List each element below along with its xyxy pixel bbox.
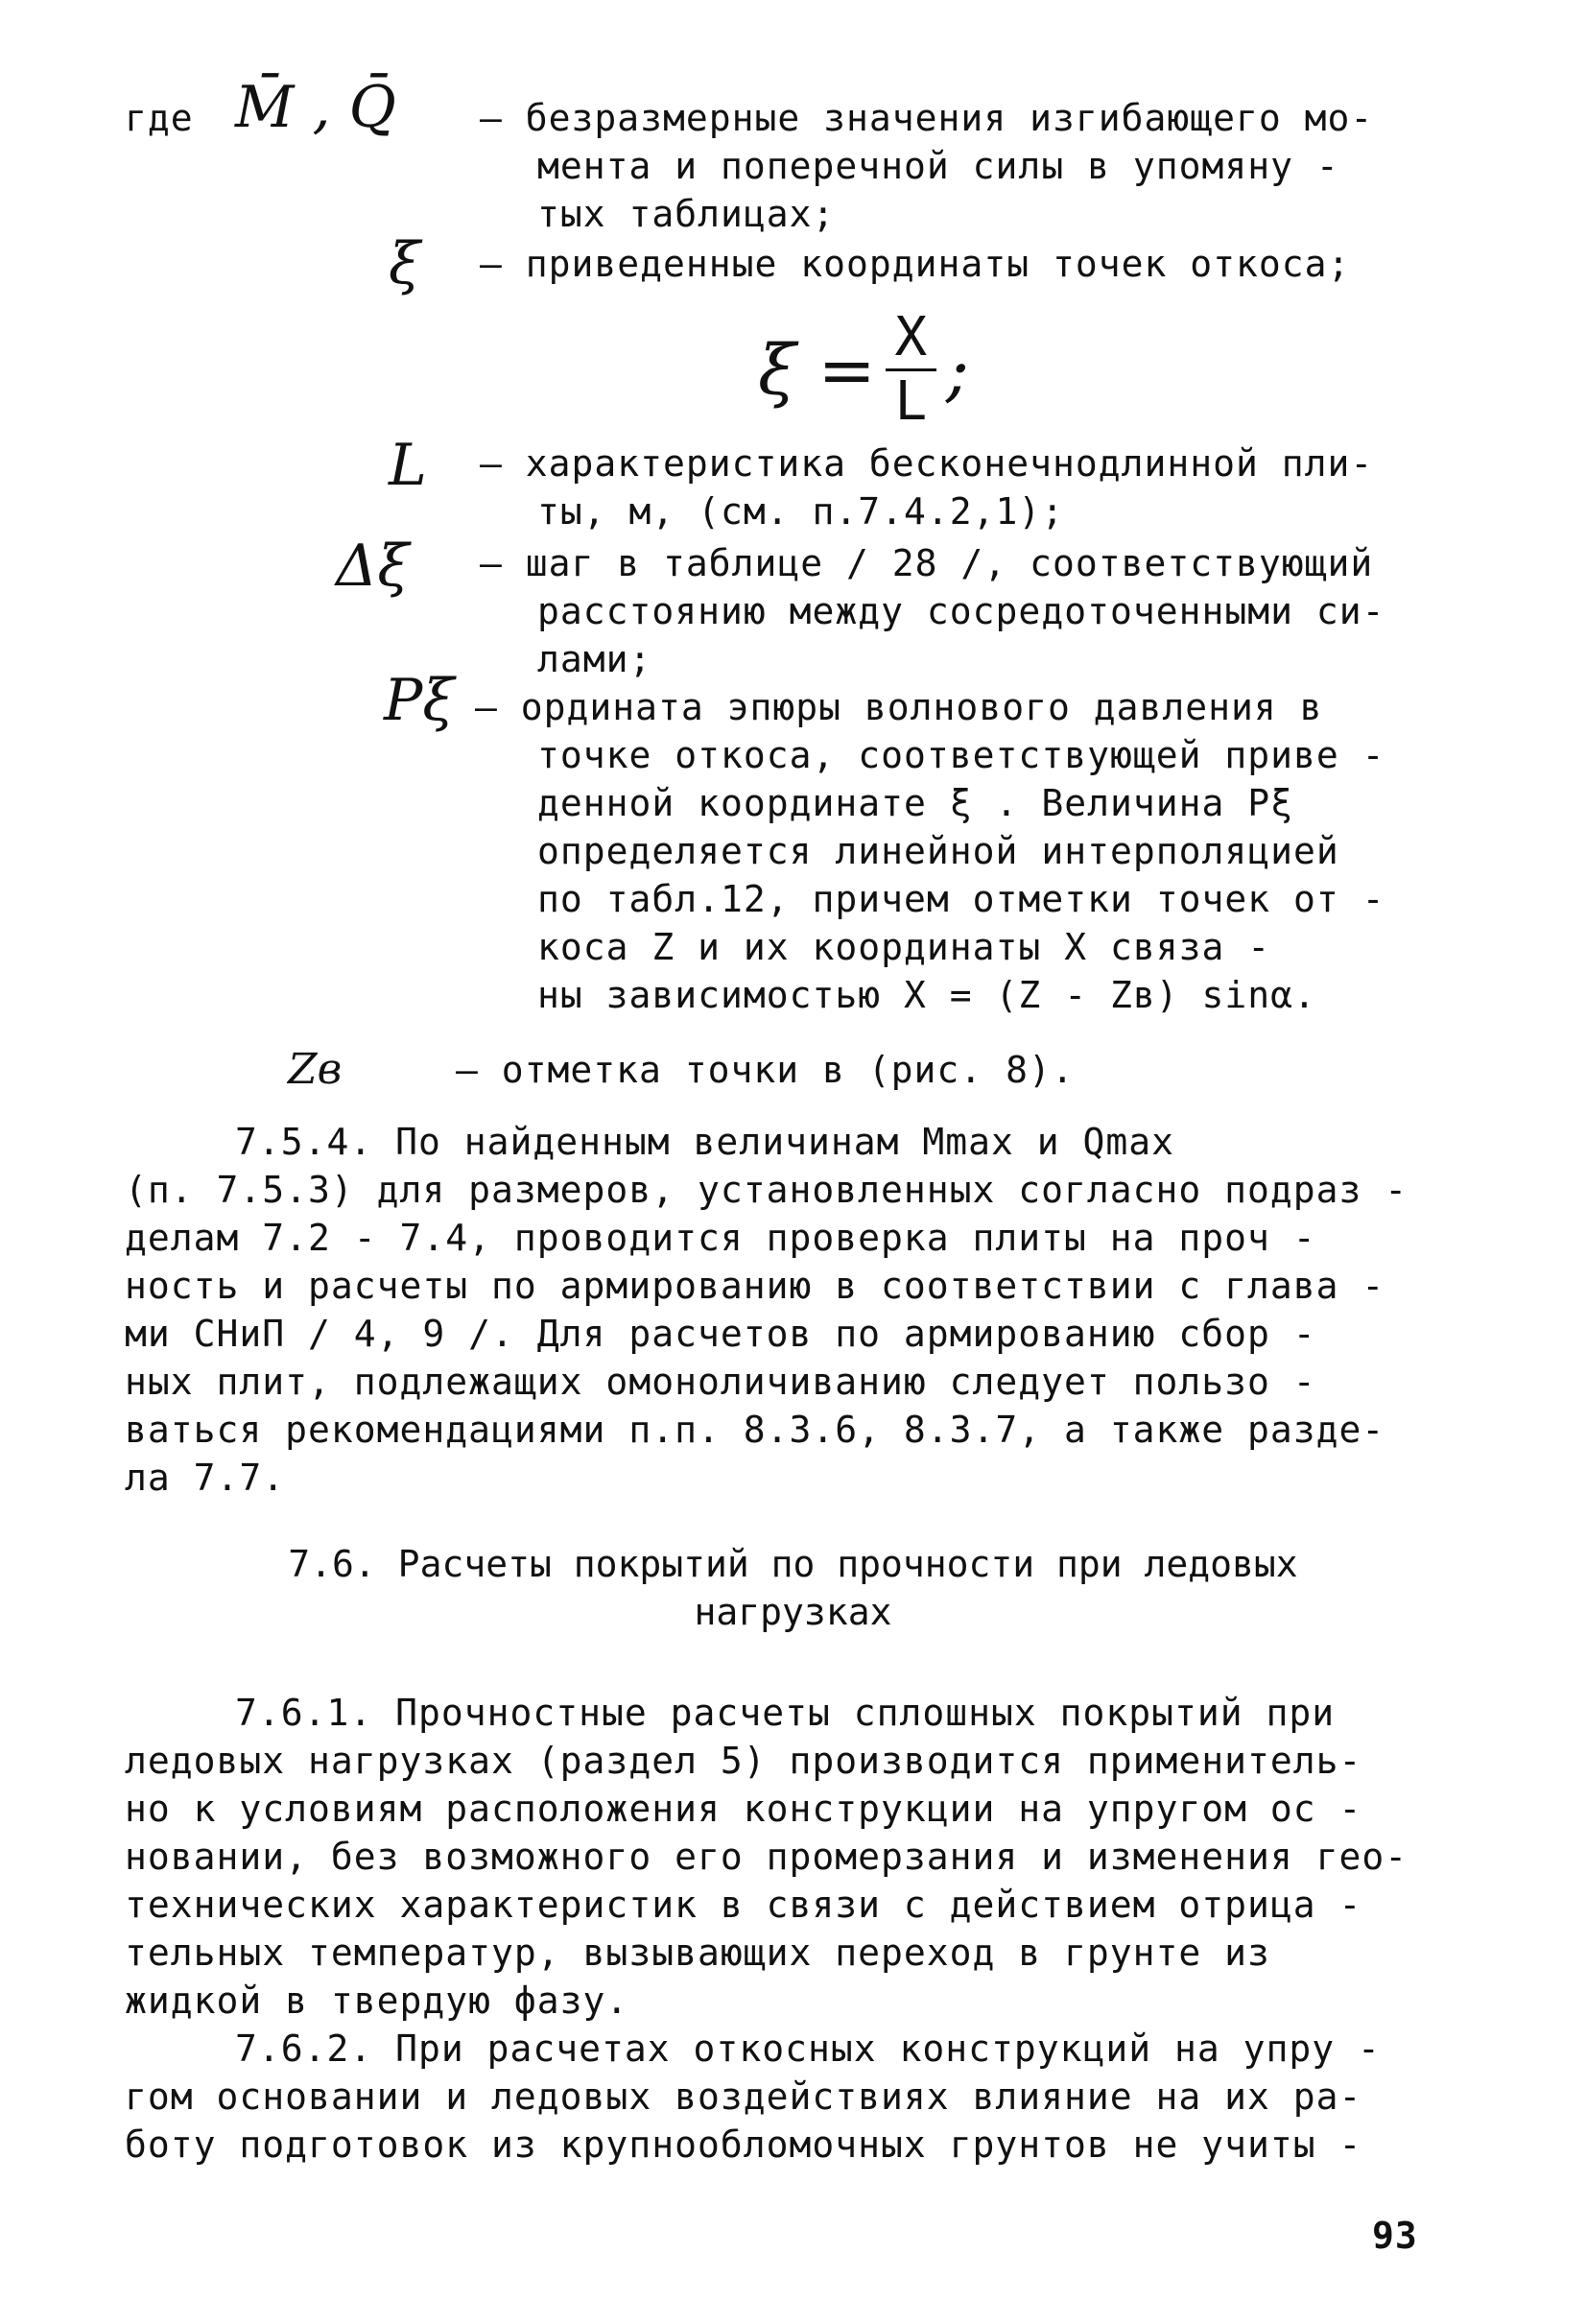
p761-line-4: новании, без возможного его промерзания и изменения гео- — [125, 1836, 1408, 1878]
p754-line-1: 7.5.4. По найденным величинам Mmax и Qmax — [235, 1121, 1174, 1163]
p754-line-5: ми СНиП / 4, 9 /. Для расчетов по армированию сбор - — [125, 1313, 1316, 1355]
section-heading-7-6 — [0, 1540, 1586, 1636]
p761-line-7: жидкой в твердую фазу. — [125, 1980, 629, 2022]
m-q-line-1: – безразмерные значения изгибающего мо- — [480, 97, 1374, 139]
p761-line-1: 7.6.1. Прочностные расчеты сплошных покрытий при — [235, 1692, 1336, 1734]
xi-symbol: ξ — [389, 230, 421, 297]
heading-line-2: нагрузках — [694, 1591, 892, 1633]
p-line-5: по табл.12, причем отметки точек от - — [537, 878, 1385, 920]
delta-xi-definition — [480, 539, 1385, 683]
p-line-6: коса Z и их координаты X связа - — [537, 926, 1271, 968]
p754-line-2: (п. 7.5.3) для размеров, установленных согласно подраз - — [125, 1169, 1408, 1211]
p754-line-6: ных плит, подлежащих омоноличиванию следует пользо - — [125, 1361, 1316, 1403]
delta-xi-symbol: Δξ — [336, 533, 410, 600]
z-b-definition: – отметка точки в (рис. 8). — [456, 1049, 1075, 1091]
p-line-1: – ордината эпюры волнового давления в — [475, 686, 1323, 728]
l-line-2: ты, м, (см. п.7.4.2,1); — [537, 490, 1065, 533]
paragraph-7-5-4 — [125, 1118, 1408, 1502]
z-b-symbol: Zв — [288, 1045, 343, 1094]
p761-line-5: технических характеристик в связи с действием отрица - — [125, 1884, 1362, 1926]
p-line-2: точке откоса, соответствующей приве - — [537, 734, 1385, 776]
xi-formula — [758, 307, 969, 433]
dxi-line-1: – шаг в таблице / 28 /, соответствующий — [480, 542, 1374, 584]
formula-denominator: L — [894, 370, 928, 433]
p754-line-4: ность и расчеты по армированию в соответствии с глава - — [125, 1265, 1385, 1307]
p-line-3: денной координате ξ . Величина Pξ — [537, 782, 1293, 824]
l-symbol: L — [389, 432, 427, 499]
dxi-line-3: лами; — [537, 638, 652, 680]
p762-line-2: гом основании и ледовых воздействиях влияние на их ра- — [125, 2075, 1362, 2118]
formula-lhs: ξ = — [758, 329, 876, 411]
p762-line-3: боту подготовок из крупнообломочных грунтов не учиты - — [125, 2123, 1362, 2166]
heading-line-1: 7.6. Расчеты покрытий по прочности при ледовых — [288, 1543, 1298, 1585]
page-number: 93 — [1372, 2215, 1418, 2257]
m-q-symbols: M̄ , Q̄ — [235, 74, 396, 141]
dxi-line-2: расстоянию между сосредоточенными си- — [537, 590, 1385, 632]
p-xi-symbol: Pξ — [384, 667, 455, 734]
formula-fraction — [886, 307, 937, 433]
formula-tail: ; — [945, 329, 970, 411]
p761-line-2: ледовых нагрузках (раздел 5) производится применитель- — [125, 1740, 1362, 1782]
p-line-7: ны зависимостью X = (Z - Zв) sinα. — [537, 974, 1316, 1016]
l-definition — [480, 439, 1373, 535]
p-xi-definition — [475, 683, 1385, 1019]
p754-line-3: делам 7.2 - 7.4, проводится проверка плиты на проч - — [125, 1217, 1316, 1259]
m-q-definition — [480, 94, 1373, 238]
p-line-4: определяется линейной интерполяцией — [537, 830, 1339, 872]
p754-line-8: ла 7.7. — [125, 1457, 286, 1499]
p754-line-7: ваться рекомендациями п.п. 8.3.6, 8.3.7, а также разде- — [125, 1409, 1385, 1451]
m-q-line-3: тых таблицах; — [537, 193, 836, 235]
paragraph-7-6-1 — [125, 1689, 1408, 2025]
xi-definition: – приведенные координаты точек откоса; — [480, 243, 1351, 285]
paragraph-7-6-2 — [125, 2025, 1381, 2169]
where-word: где — [125, 97, 194, 139]
l-line-1: – характеристика бесконечнодлинной пли- — [480, 442, 1374, 485]
formula-numerator: X — [886, 307, 937, 371]
p761-line-3: но к условиям расположения конструкции на упругом ос - — [125, 1788, 1362, 1830]
m-q-line-2: мента и поперечной силы в упомяну - — [537, 145, 1339, 187]
p762-line-1: 7.6.2. При расчетах откосных конструкций на упру - — [235, 2028, 1381, 2070]
p761-line-6: тельных температур, вызывающих переход в грунте из — [125, 1932, 1270, 1974]
